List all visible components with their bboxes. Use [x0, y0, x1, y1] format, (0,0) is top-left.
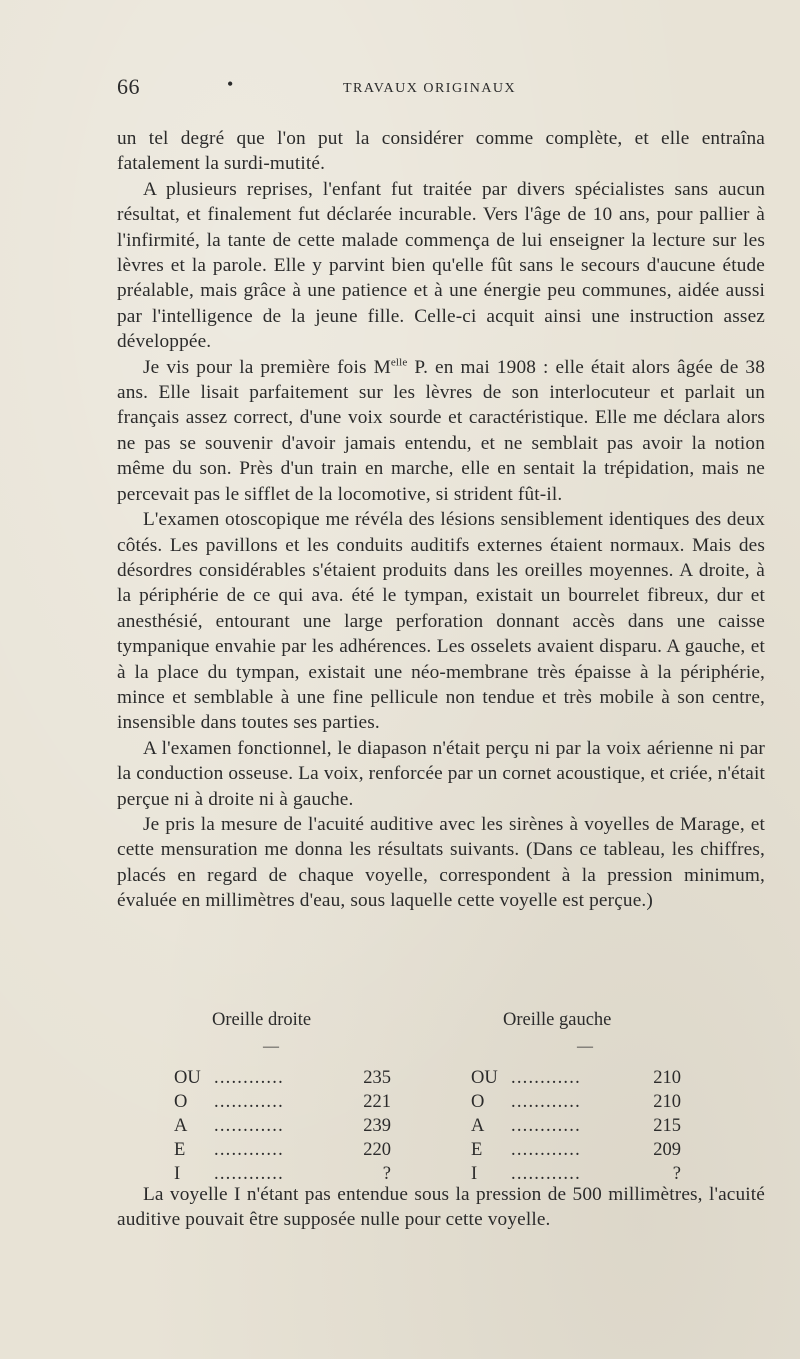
table-row: [174, 1140, 391, 1164]
table-row: [174, 1092, 391, 1116]
page-header: [117, 74, 677, 104]
vowel-label: A: [174, 1116, 188, 1136]
table-row: [471, 1092, 681, 1116]
pressure-value: 220: [363, 1140, 391, 1160]
dot-leader: ............: [214, 1092, 284, 1112]
vowel-label: I: [174, 1164, 181, 1184]
pressure-value: 210: [653, 1068, 681, 1088]
honorific-superscript: elle: [390, 356, 408, 369]
paragraph-3-rest: P. en mai 1908 : elle était alors âgée de 38 ans. Elle lisait parfaitement sur les lèvres de son interlocuteur et parlait un français assez correct, d'une voix sourde et caractéristique. Elle me déclara alors ne pas se souvenir d'avoir jamais entendu, et ne semblait pas avoir la notion même du son. Près d'un train en marche, elle en sentait la trépidation, mais ne percevait pas le sifflet de la locomotive, si strident fût-il.: [117, 356, 765, 505]
left-ear-dash: —: [577, 1038, 593, 1055]
paragraph-3: [117, 355, 765, 507]
closing-paragraph: La voyelle I n'étant pas entendue sous la pression de 500 millimètres, l'acuité auditive pouvait être supposée nulle pour cette voyelle.: [117, 1184, 765, 1231]
vowel-label: E: [471, 1140, 483, 1160]
running-title: TRAVAUX ORIGINAUX: [343, 81, 517, 96]
paragraph-6: Je pris la mesure de l'acuité auditive avec les sirènes à voyelles de Marage, et cette mensuration me donna les résultats suivants. (Dans ce tableau, les chiffres, placés en regard de chaque voyelle, correspondent à la pression minimum, évaluée en millimètres d'eau, sous laquelle cette voyelle est perçue.): [117, 813, 765, 912]
body-text: [117, 126, 765, 914]
pressure-value: ?: [672, 1164, 681, 1184]
paragraph-4: L'examen otoscopique me révéla des lésions sensiblement identiques des deux côtés. Les pavillons et les conduits auditifs externes étaient normaux. Mais des désordres considérables s'étaient produits dans les oreilles moyennes. A droite, à la périphérie de ce qui ava. été le tympan, existait un bourrelet fibreux, dur et anesthésié, entourant une large perforation donnant accès dans une caisse tympanique envahie par les adhérences. Les osselets avaient disparu. A gauche, et à la place du tympan, existait une néo-membrane très épaisse à la périphérie, mince et semblable à une fine pellicule non tendue et très mobile à son centre, insensible dans toutes ses parties.: [117, 509, 765, 734]
table-row: [174, 1068, 391, 1092]
paragraph-3-start: Je vis pour la première fois M: [143, 356, 391, 378]
table-row: [471, 1140, 681, 1164]
dot-leader: ............: [214, 1116, 284, 1136]
vowel-label: OU: [471, 1068, 498, 1088]
page-number: 66: [117, 74, 140, 99]
vowel-label: E: [174, 1140, 186, 1160]
pressure-value: 221: [363, 1092, 391, 1112]
pressure-value: 235: [363, 1068, 391, 1088]
pressure-value: ?: [382, 1164, 391, 1184]
vowel-label: OU: [174, 1068, 201, 1088]
right-ear-heading: Oreille droite: [212, 1010, 312, 1030]
left-ear-heading: Oreille gauche: [503, 1010, 612, 1030]
hearing-acuity-table: [117, 1010, 765, 1184]
dot-leader: ............: [511, 1092, 581, 1112]
pressure-value: 239: [363, 1116, 391, 1136]
vowel-label: O: [471, 1092, 485, 1112]
paragraph-2: A plusieurs reprises, l'enfant fut traitée par divers spécialistes sans aucun résultat, et finalement fut déclarée incurable. Vers l'âge de 10 ans, pour pallier à l'infirmité, la tante de cette malade commença de lui enseigner la lecture sur les lèvres et la parole. Elle y parvint bien qu'elle fût sans le secours d'aucune étude préalable, mais grâce à une patience et à une énergie peu communes, aidée aussi par l'intelligence de la jeune fille. Celle-ci acquit ainsi une instruction assez développée.: [117, 178, 765, 353]
dot-leader: ............: [214, 1068, 284, 1088]
paragraph-5: A l'examen fonctionnel, le diapason n'était perçu ni par la voix aérienne ni par la conduction osseuse. La voix, renforcée par un cornet acoustique, et criée, n'était perçue ni à droite ni à gauche.: [117, 737, 765, 810]
dot-leader: ............: [214, 1164, 284, 1184]
dot-leader: ............: [511, 1116, 581, 1136]
dot-leader: ............: [511, 1068, 581, 1088]
right-ear-dash: —: [263, 1038, 279, 1055]
table-row: [471, 1116, 681, 1140]
vowel-label: I: [471, 1164, 478, 1184]
dot-leader: ............: [511, 1164, 581, 1184]
table-row: [471, 1068, 681, 1092]
vowel-label: A: [471, 1116, 485, 1136]
vowel-label: O: [174, 1092, 188, 1112]
pressure-value: 209: [653, 1140, 681, 1160]
table-row: [174, 1116, 391, 1140]
pressure-value: 215: [653, 1116, 681, 1136]
header-bullet: •: [227, 74, 234, 94]
pressure-value: 210: [653, 1092, 681, 1112]
dot-leader: ............: [511, 1140, 581, 1160]
paragraph-1: un tel degré que l'on put la considérer comme complète, et elle entraîna fatalement la surdi-mutité.: [117, 128, 765, 175]
dot-leader: ............: [214, 1140, 284, 1160]
